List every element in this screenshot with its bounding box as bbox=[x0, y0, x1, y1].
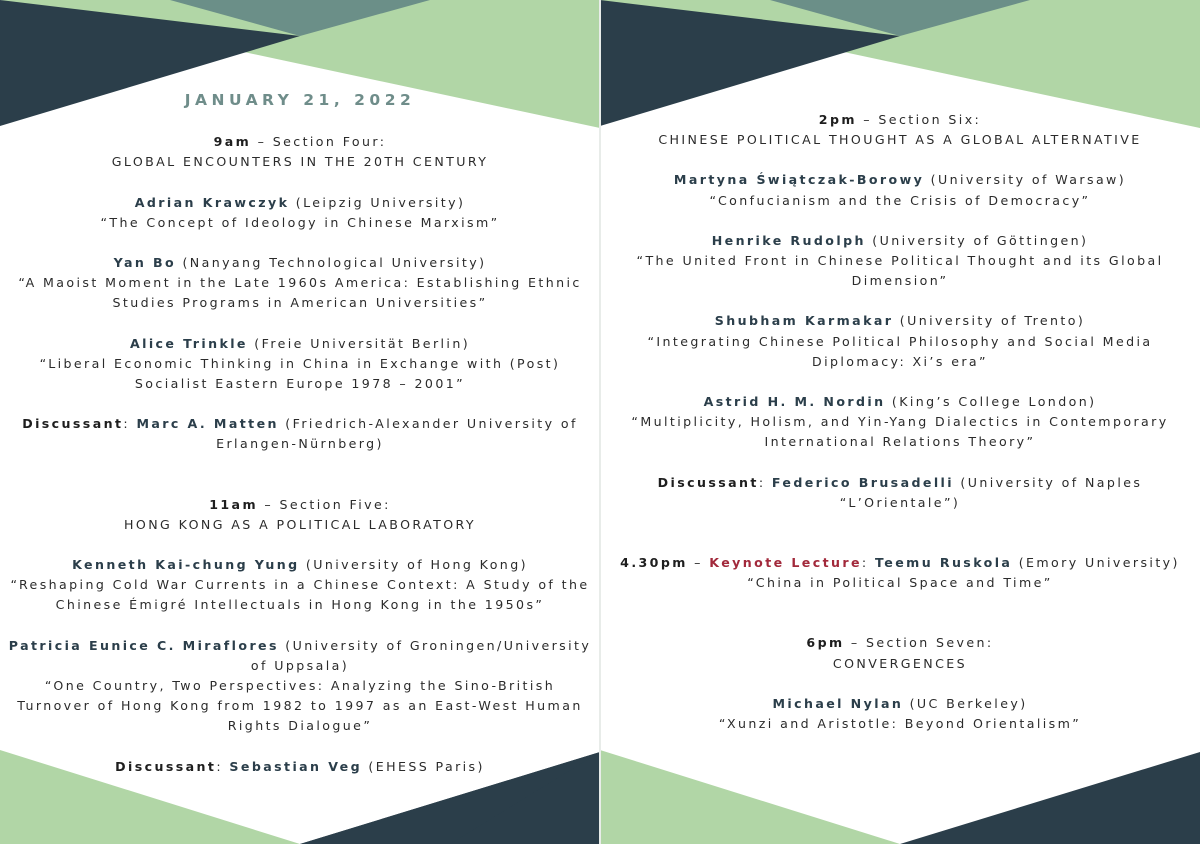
speaker-yung: Kenneth Kai-chung Yung (University of Hong Kong) bbox=[72, 557, 528, 573]
right-page bbox=[600, 0, 1200, 844]
discussant-veg: Discussant: Sebastian Veg (EHESS Paris) bbox=[115, 758, 485, 774]
section-four-heading: 9am – Section Four: bbox=[213, 134, 387, 150]
section-six-heading: 2pm – Section Six: bbox=[818, 112, 982, 127]
section-seven-heading: 6pm – Section Seven: bbox=[806, 635, 994, 651]
discussant-affiliation-cont: Erlangen-Nürnberg) bbox=[216, 436, 384, 452]
section-six-title: CHINESE POLITICAL THOUGHT AS A GLOBAL ALTERNATIVE bbox=[658, 132, 1142, 148]
keynote-title: “China in Political Space and Time” bbox=[747, 575, 1053, 591]
event-date: JANUARY 21, 2022 bbox=[184, 91, 416, 109]
talk-title: “Xunzi and Aristotle: Beyond Orientalism” bbox=[718, 716, 1082, 732]
talk-title: “A Maoist Moment in the Late 1960s America: Establishing Ethnic bbox=[18, 275, 582, 291]
talk-title: “Multiplicity, Holism, and Yin-Yang Dialectics in Contemporary bbox=[631, 414, 1169, 430]
talk-title-cont: Studies Programs in American Universities” bbox=[112, 295, 488, 311]
talk-title-cont: Diplomacy: Xi’s era” bbox=[812, 353, 988, 369]
speaker-nylan: Michael Nylan (UC Berkeley) bbox=[772, 695, 1028, 711]
talk-title-cont: Socialist Eastern Europe 1978 – 2001” bbox=[134, 376, 466, 392]
talk-title: “Integrating Chinese Political Philosophy and Social Media bbox=[647, 333, 1153, 349]
speaker-miraflores: Patricia Eunice C. Miraflores (University of Groningen/University bbox=[8, 637, 592, 653]
section-seven-title: CONVERGENCES bbox=[832, 655, 968, 671]
keynote-heading: 4.30pm – Keynote Lecture: Teemu Ruskola (Emory University) bbox=[620, 555, 1180, 571]
talk-title: “The United Front in Chinese Political Thought and its Global bbox=[636, 253, 1164, 269]
page-fold-divider bbox=[599, 0, 601, 844]
speaker-krawczyk: Adrian Krawczyk (Leipzig University) bbox=[134, 194, 466, 210]
speaker-trinkle: Alice Trinkle (Freie Universität Berlin) bbox=[129, 335, 471, 351]
speaker-nordin: Astrid H. M. Nordin (King’s College London) bbox=[703, 394, 1097, 410]
speaker-yan-bo: Yan Bo (Nanyang Technological University) bbox=[113, 255, 487, 271]
speaker-affiliation-cont: of Uppsala) bbox=[250, 657, 350, 673]
talk-title-cont: Dimension” bbox=[851, 273, 949, 289]
talk-title: “One Country, Two Perspectives: Analyzing the Sino-British bbox=[44, 678, 556, 694]
speaker-karmakar: Shubham Karmakar (University of Trento) bbox=[714, 313, 1086, 329]
right-schedule bbox=[600, 110, 1200, 734]
talk-title-cont: Rights Dialogue” bbox=[227, 718, 373, 734]
left-schedule bbox=[0, 90, 600, 777]
talk-title: “Reshaping Cold War Currents in a Chinese Context: A Study of the bbox=[10, 577, 590, 593]
talk-title-cont: Chinese Émigré Intellectuals in Hong Kong in the 1950s” bbox=[55, 597, 545, 613]
section-five-title: HONG KONG AS A POLITICAL LABORATORY bbox=[124, 516, 476, 532]
discussant-brusadelli: Discussant: Federico Brusadelli (University of Naples bbox=[657, 474, 1143, 490]
talk-title: “Confucianism and the Crisis of Democracy” bbox=[709, 192, 1091, 208]
discussant-affiliation-cont: “L’Orientale”) bbox=[839, 494, 961, 510]
talk-title: “Liberal Economic Thinking in China in Exchange with (Post) bbox=[39, 355, 561, 371]
section-four-title: GLOBAL ENCOUNTERS IN THE 20TH CENTURY bbox=[111, 154, 489, 170]
section-five-heading: 11am – Section Five: bbox=[209, 496, 391, 512]
talk-title-cont: International Relations Theory” bbox=[764, 434, 1036, 450]
discussant-matten: Discussant: Marc A. Matten (Friedrich-Alexander University of bbox=[22, 416, 578, 432]
speaker-swiatczak-borowy: Martyna Świątczak-Borowy (University of Warsaw) bbox=[673, 172, 1127, 188]
talk-title-cont: Turnover of Hong Kong from 1982 to 1997 as an East-West Human bbox=[17, 698, 583, 714]
speaker-rudolph: Henrike Rudolph (University of Göttingen) bbox=[711, 232, 1089, 248]
talk-title: “The Concept of Ideology in Chinese Marxism” bbox=[100, 214, 500, 230]
